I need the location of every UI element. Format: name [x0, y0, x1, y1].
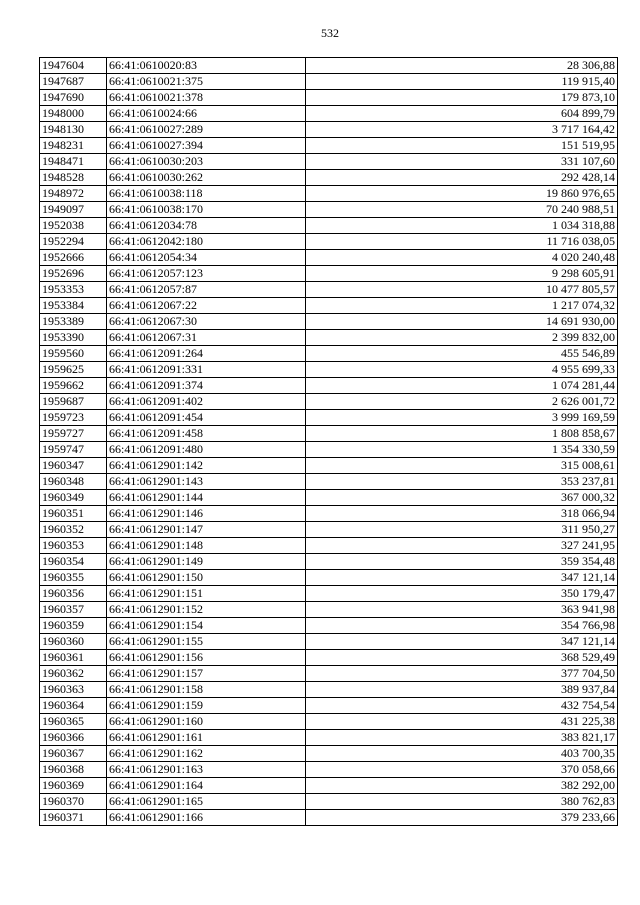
row-number-cell: 1960369 — [40, 778, 107, 794]
row-number-cell: 1948231 — [40, 138, 107, 154]
cadastral-number-cell: 66:41:0610021:378 — [107, 90, 306, 106]
table-row — [40, 602, 618, 618]
cadastral-number-cell: 66:41:0612901:164 — [107, 778, 306, 794]
cadastral-number-cell: 66:41:0612901:166 — [107, 810, 306, 826]
cadastral-value-cell: 2 626 001,72 — [306, 394, 618, 410]
cadastral-value-cell: 368 529,49 — [306, 650, 618, 666]
cadastral-number-cell: 66:41:0612057:87 — [107, 282, 306, 298]
table-row — [40, 298, 618, 314]
cadastral-value-cell: 2 399 832,00 — [306, 330, 618, 346]
cadastral-value-cell: 10 477 805,57 — [306, 282, 618, 298]
row-number-cell: 1960351 — [40, 506, 107, 522]
table-row — [40, 522, 618, 538]
cadastral-value-cell: 70 240 988,51 — [306, 202, 618, 218]
cadastral-value-cell: 380 762,83 — [306, 794, 618, 810]
cadastral-value-cell: 151 519,95 — [306, 138, 618, 154]
cadastral-number-cell: 66:41:0612067:22 — [107, 298, 306, 314]
table-row — [40, 266, 618, 282]
cadastral-value-table — [39, 57, 618, 826]
cadastral-number-cell: 66:41:0612901:157 — [107, 666, 306, 682]
row-number-cell: 1960363 — [40, 682, 107, 698]
table-row — [40, 506, 618, 522]
cadastral-number-cell: 66:41:0612901:162 — [107, 746, 306, 762]
cadastral-value-cell: 377 704,50 — [306, 666, 618, 682]
cadastral-number-cell: 66:41:0610030:262 — [107, 170, 306, 186]
row-number-cell: 1960357 — [40, 602, 107, 618]
cadastral-value-cell: 367 000,32 — [306, 490, 618, 506]
table-row — [40, 794, 618, 810]
row-number-cell: 1949097 — [40, 202, 107, 218]
table-row — [40, 234, 618, 250]
cadastral-value-cell: 455 546,89 — [306, 346, 618, 362]
row-number-cell: 1959662 — [40, 378, 107, 394]
table-row — [40, 186, 618, 202]
table-row — [40, 154, 618, 170]
cadastral-number-cell: 66:41:0612901:151 — [107, 586, 306, 602]
row-number-cell: 1953384 — [40, 298, 107, 314]
cadastral-value-cell: 19 860 976,65 — [306, 186, 618, 202]
table-row — [40, 458, 618, 474]
cadastral-value-cell: 432 754,54 — [306, 698, 618, 714]
cadastral-value-cell: 353 237,81 — [306, 474, 618, 490]
cadastral-value-cell: 403 700,35 — [306, 746, 618, 762]
cadastral-number-cell: 66:41:0612901:159 — [107, 698, 306, 714]
row-number-cell: 1953390 — [40, 330, 107, 346]
cadastral-number-cell: 66:41:0610020:83 — [107, 58, 306, 74]
row-number-cell: 1960359 — [40, 618, 107, 634]
table-row — [40, 250, 618, 266]
row-number-cell: 1947687 — [40, 74, 107, 90]
table-row — [40, 346, 618, 362]
row-number-cell: 1960348 — [40, 474, 107, 490]
table-row — [40, 378, 618, 394]
cadastral-number-cell: 66:41:0612901:152 — [107, 602, 306, 618]
cadastral-number-cell: 66:41:0612067:30 — [107, 314, 306, 330]
row-number-cell: 1948130 — [40, 122, 107, 138]
row-number-cell: 1960349 — [40, 490, 107, 506]
row-number-cell: 1952038 — [40, 218, 107, 234]
row-number-cell: 1947690 — [40, 90, 107, 106]
cadastral-value-cell: 1 808 858,67 — [306, 426, 618, 442]
row-number-cell: 1960362 — [40, 666, 107, 682]
table-row — [40, 90, 618, 106]
cadastral-number-cell: 66:41:0612091:374 — [107, 378, 306, 394]
cadastral-value-cell: 350 179,47 — [306, 586, 618, 602]
cadastral-number-cell: 66:41:0612034:78 — [107, 218, 306, 234]
cadastral-number-cell: 66:41:0612054:34 — [107, 250, 306, 266]
cadastral-number-cell: 66:41:0610024:66 — [107, 106, 306, 122]
table-row — [40, 618, 618, 634]
cadastral-value-cell: 311 950,27 — [306, 522, 618, 538]
table-row — [40, 106, 618, 122]
cadastral-value-cell: 359 354,48 — [306, 554, 618, 570]
row-number-cell: 1960352 — [40, 522, 107, 538]
cadastral-number-cell: 66:41:0612901:148 — [107, 538, 306, 554]
row-number-cell: 1948972 — [40, 186, 107, 202]
table-row — [40, 474, 618, 490]
cadastral-number-cell: 66:41:0612091:480 — [107, 442, 306, 458]
row-number-cell: 1959687 — [40, 394, 107, 410]
table-row — [40, 810, 618, 826]
cadastral-number-cell: 66:41:0610038:170 — [107, 202, 306, 218]
cadastral-value-cell: 370 058,66 — [306, 762, 618, 778]
row-number-cell: 1960354 — [40, 554, 107, 570]
row-number-cell: 1952696 — [40, 266, 107, 282]
row-number-cell: 1960367 — [40, 746, 107, 762]
table-row — [40, 442, 618, 458]
cadastral-value-cell: 315 008,61 — [306, 458, 618, 474]
cadastral-number-cell: 66:41:0612067:31 — [107, 330, 306, 346]
cadastral-value-cell: 3 717 164,42 — [306, 122, 618, 138]
table-row — [40, 330, 618, 346]
row-number-cell: 1960353 — [40, 538, 107, 554]
row-number-cell: 1960368 — [40, 762, 107, 778]
cadastral-number-cell: 66:41:0612901:149 — [107, 554, 306, 570]
cadastral-value-cell: 382 292,00 — [306, 778, 618, 794]
cadastral-number-cell: 66:41:0612901:144 — [107, 490, 306, 506]
row-number-cell: 1960355 — [40, 570, 107, 586]
cadastral-value-cell: 354 766,98 — [306, 618, 618, 634]
cadastral-value-cell: 363 941,98 — [306, 602, 618, 618]
cadastral-value-cell: 1 034 318,88 — [306, 218, 618, 234]
row-number-cell: 1960361 — [40, 650, 107, 666]
cadastral-number-cell: 66:41:0612901:155 — [107, 634, 306, 650]
table-row — [40, 554, 618, 570]
cadastral-number-cell: 66:41:0612901:150 — [107, 570, 306, 586]
cadastral-value-cell: 9 298 605,91 — [306, 266, 618, 282]
cadastral-number-cell: 66:41:0612091:458 — [107, 426, 306, 442]
cadastral-value-cell: 431 225,38 — [306, 714, 618, 730]
cadastral-number-cell: 66:41:0612091:402 — [107, 394, 306, 410]
row-number-cell: 1948471 — [40, 154, 107, 170]
cadastral-number-cell: 66:41:0610021:375 — [107, 74, 306, 90]
cadastral-number-cell: 66:41:0612901:142 — [107, 458, 306, 474]
cadastral-value-cell: 3 999 169,59 — [306, 410, 618, 426]
table-row — [40, 746, 618, 762]
table-row — [40, 490, 618, 506]
table-row — [40, 122, 618, 138]
cadastral-number-cell: 66:41:0612057:123 — [107, 266, 306, 282]
cadastral-value-cell: 4 955 699,33 — [306, 362, 618, 378]
table-row — [40, 650, 618, 666]
cadastral-number-cell: 66:41:0612901:147 — [107, 522, 306, 538]
row-number-cell: 1960356 — [40, 586, 107, 602]
row-number-cell: 1960360 — [40, 634, 107, 650]
cadastral-value-cell: 347 121,14 — [306, 570, 618, 586]
cadastral-number-cell: 66:41:0610030:203 — [107, 154, 306, 170]
cadastral-value-cell: 604 899,79 — [306, 106, 618, 122]
table-row — [40, 362, 618, 378]
cadastral-number-cell: 66:41:0612901:158 — [107, 682, 306, 698]
cadastral-number-cell: 66:41:0612901:163 — [107, 762, 306, 778]
table-row — [40, 74, 618, 90]
table-row — [40, 170, 618, 186]
cadastral-number-cell: 66:41:0612901:161 — [107, 730, 306, 746]
cadastral-value-cell: 1 354 330,59 — [306, 442, 618, 458]
table-row — [40, 714, 618, 730]
cadastral-value-cell: 318 066,94 — [306, 506, 618, 522]
table-body — [40, 58, 618, 826]
cadastral-number-cell: 66:41:0612901:154 — [107, 618, 306, 634]
table-row — [40, 634, 618, 650]
cadastral-value-cell: 179 873,10 — [306, 90, 618, 106]
cadastral-value-cell: 389 937,84 — [306, 682, 618, 698]
table-row — [40, 138, 618, 154]
row-number-cell: 1959747 — [40, 442, 107, 458]
row-number-cell: 1959727 — [40, 426, 107, 442]
cadastral-number-cell: 66:41:0612901:165 — [107, 794, 306, 810]
cadastral-value-cell: 1 217 074,32 — [306, 298, 618, 314]
row-number-cell: 1953353 — [40, 282, 107, 298]
row-number-cell: 1960370 — [40, 794, 107, 810]
cadastral-number-cell: 66:41:0612091:454 — [107, 410, 306, 426]
table-row — [40, 666, 618, 682]
cadastral-number-cell: 66:41:0610027:289 — [107, 122, 306, 138]
page-number: 532 — [321, 26, 339, 40]
cadastral-number-cell: 66:41:0612042:180 — [107, 234, 306, 250]
table-row — [40, 202, 618, 218]
cadastral-value-cell: 1 074 281,44 — [306, 378, 618, 394]
cadastral-number-cell: 66:41:0612091:331 — [107, 362, 306, 378]
table-row — [40, 538, 618, 554]
cadastral-value-cell: 119 915,40 — [306, 74, 618, 90]
row-number-cell: 1947604 — [40, 58, 107, 74]
cadastral-number-cell: 66:41:0610027:394 — [107, 138, 306, 154]
row-number-cell: 1959723 — [40, 410, 107, 426]
cadastral-number-cell: 66:41:0612091:264 — [107, 346, 306, 362]
cadastral-number-cell: 66:41:0612901:156 — [107, 650, 306, 666]
table-row — [40, 682, 618, 698]
table-row — [40, 570, 618, 586]
table-row — [40, 410, 618, 426]
cadastral-number-cell: 66:41:0612901:143 — [107, 474, 306, 490]
cadastral-value-cell: 347 121,14 — [306, 634, 618, 650]
row-number-cell: 1960371 — [40, 810, 107, 826]
cadastral-number-cell: 66:41:0610038:118 — [107, 186, 306, 202]
table-row — [40, 394, 618, 410]
cadastral-value-cell: 4 020 240,48 — [306, 250, 618, 266]
cadastral-value-cell: 14 691 930,00 — [306, 314, 618, 330]
table-row — [40, 282, 618, 298]
cadastral-value-cell: 383 821,17 — [306, 730, 618, 746]
row-number-cell: 1948528 — [40, 170, 107, 186]
cadastral-value-cell: 331 107,60 — [306, 154, 618, 170]
cadastral-number-cell: 66:41:0612901:160 — [107, 714, 306, 730]
table-row — [40, 58, 618, 74]
table-row — [40, 586, 618, 602]
row-number-cell: 1960365 — [40, 714, 107, 730]
cadastral-value-cell: 292 428,14 — [306, 170, 618, 186]
cadastral-value-cell: 327 241,95 — [306, 538, 618, 554]
cadastral-value-cell: 379 233,66 — [306, 810, 618, 826]
row-number-cell: 1960366 — [40, 730, 107, 746]
table-row — [40, 426, 618, 442]
table-row — [40, 698, 618, 714]
row-number-cell: 1960347 — [40, 458, 107, 474]
row-number-cell: 1960364 — [40, 698, 107, 714]
table-row — [40, 762, 618, 778]
table-row — [40, 314, 618, 330]
cadastral-value-cell: 28 306,88 — [306, 58, 618, 74]
row-number-cell: 1959560 — [40, 346, 107, 362]
table-row — [40, 730, 618, 746]
row-number-cell: 1959625 — [40, 362, 107, 378]
cadastral-number-cell: 66:41:0612901:146 — [107, 506, 306, 522]
table-row — [40, 218, 618, 234]
cadastral-value-cell: 11 716 038,05 — [306, 234, 618, 250]
table-row — [40, 778, 618, 794]
row-number-cell: 1948000 — [40, 106, 107, 122]
row-number-cell: 1952666 — [40, 250, 107, 266]
row-number-cell: 1953389 — [40, 314, 107, 330]
row-number-cell: 1952294 — [40, 234, 107, 250]
